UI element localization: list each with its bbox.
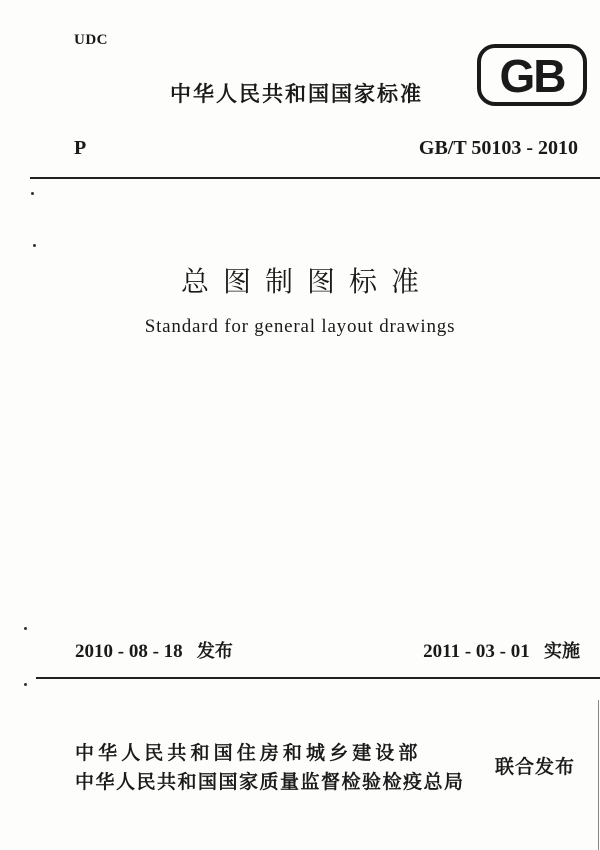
scan-mark: [24, 627, 27, 630]
issue-date-line: [75, 637, 233, 663]
category-code: P: [74, 137, 87, 159]
publisher-aqsiq: 中华人民共和国国家质量监督检验检疫总局: [75, 771, 465, 793]
issue-label: 发布: [196, 641, 233, 662]
effective-label: 实施: [544, 641, 580, 662]
joint-publish-label: 联合发布: [495, 756, 576, 778]
svg-text:GB: GB: [499, 50, 565, 102]
scan-mark: [24, 683, 27, 686]
page-edge-line: [598, 700, 599, 850]
bottom-divider: [36, 677, 600, 679]
gb-logo: [477, 44, 587, 106]
scan-mark: [31, 192, 34, 195]
udc-label: UDC: [74, 32, 108, 48]
standard-number: GB/T 50103 - 2010: [418, 137, 578, 159]
effective-date: 2011 - 03 - 01: [423, 641, 530, 662]
document-title-english: Standard for general layout drawings: [144, 316, 456, 337]
issue-date: 2010 - 08 - 18: [75, 641, 183, 662]
scan-mark: [33, 244, 36, 247]
national-standard-title: 中华人民共和国国家标准: [170, 82, 423, 106]
effective-date-line: [423, 637, 580, 663]
top-divider: [30, 177, 600, 179]
document-title-chinese: 总图制图标准: [180, 265, 433, 298]
publisher-ministry-housing: 中华人民共和国住房和城乡建设部: [75, 742, 422, 764]
